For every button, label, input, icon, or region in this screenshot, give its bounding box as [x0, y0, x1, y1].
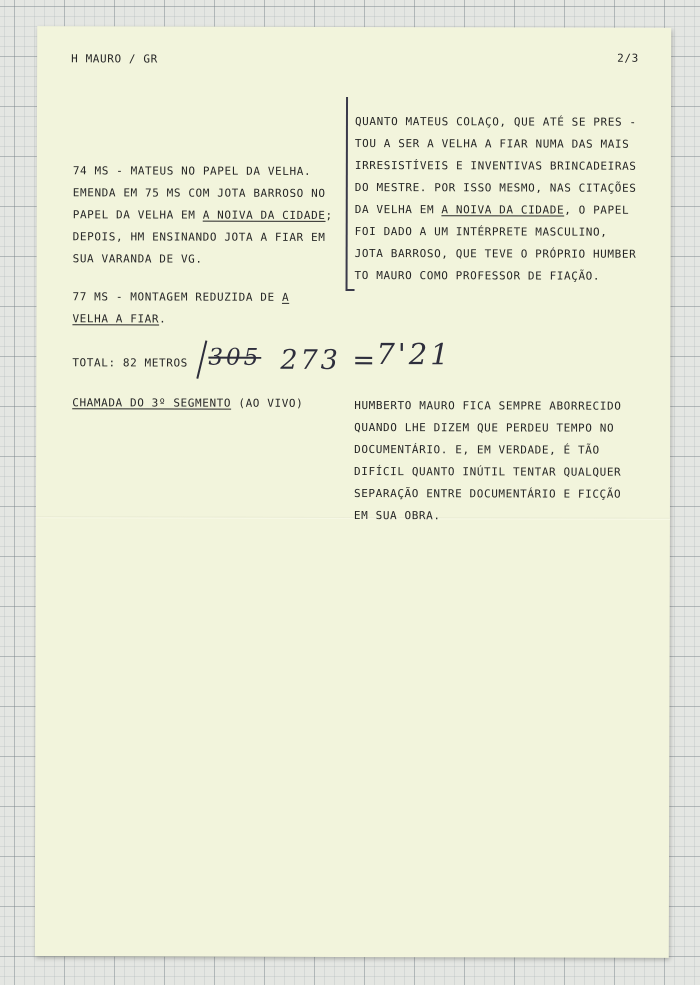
right-bottom-line-5: SEPARAÇÃO ENTRE DOCUMENTÁRIO E FICÇÃO [353, 487, 622, 501]
right-top-line-7: JOTA BARROSO, QUE TEVE O PRÓPRIO HUMBER [354, 247, 637, 261]
block-74-line-2: EMENDA EM 75 MS COM JOTA BARROSO NO [72, 186, 326, 200]
film-title: VELHA A FIAR [72, 312, 160, 326]
corrected-meters: 273 [280, 344, 341, 376]
right-top-line-4: DO MESTRE. POR ISSO MESMO, NAS CITAÇÕES [354, 181, 637, 195]
block-77-line-1: 77 MS - MONTAGEM REDUZIDA DE A [72, 290, 290, 304]
block-74-line-4: DEPOIS, HM ENSINANDO JOTA A FIAR EM [72, 230, 326, 244]
right-top-line-5: DA VELHA EM A NOIVA DA CIDADE, O PAPEL [354, 203, 630, 217]
film-title: A NOIVA DA CIDADE [441, 203, 565, 217]
total-label: TOTAL: 82 METROS [72, 356, 188, 370]
handwritten-slash [194, 339, 208, 381]
header-left: H MAURO / GR [71, 52, 158, 66]
film-title: A NOIVA DA CIDADE [202, 208, 326, 222]
right-bottom-line-1: HUMBERTO MAURO FICA SEMPRE ABORRECIDO [354, 399, 622, 413]
handwritten-bracket [346, 97, 349, 291]
equals-sign: = [352, 344, 379, 377]
right-top-line-1: QUANTO MATEUS COLAÇO, QUE ATÉ SE PRES - [354, 115, 637, 129]
chamada-heading: CHAMADA DO 3º SEGMENTO (AO VIVO) [72, 396, 304, 410]
block-74-line-3: PAPEL DA VELHA EM A NOIVA DA CIDADE; [72, 208, 333, 222]
right-top-line-2: TOU A SER A VELHA A FIAR NUMA DAS MAIS [354, 137, 630, 151]
duration: 7'21 [376, 337, 452, 372]
right-bottom-line-6: EM SUA OBRA. [353, 509, 441, 523]
block-74-line-5: SUA VARANDA DE VG. [72, 252, 203, 266]
right-top-line-6: FOI DADO A UM INTÉRPRETE MASCULINO, [354, 225, 608, 239]
right-bottom-line-3: DOCUMENTÁRIO. E, EM VERDADE, É TÃO [354, 443, 600, 457]
right-bottom-line-4: DIFÍCIL QUANTO INÚTIL TENTAR QUALQUER [354, 465, 622, 479]
block-74-line-1: 74 MS - MATEUS NO PAPEL DA VELHA. [72, 164, 312, 178]
block-77-line-2: VELHA A FIAR. [72, 312, 167, 326]
page-number: 2/3 [617, 51, 639, 65]
paper-fold [36, 516, 670, 520]
right-top-line-3: IRRESISTÍVEIS E INVENTIVAS BRINCADEIRAS [354, 159, 637, 173]
right-bottom-line-2: QUANDO LHE DIZEM QUE PERDEU TEMPO NO [354, 421, 615, 435]
bracket-foot [346, 289, 355, 291]
typed-page [35, 26, 671, 958]
crossed-out-meters: 305 [208, 344, 262, 371]
right-top-line-8: TO MAURO COMO PROFESSOR DE FIAÇÃO. [354, 269, 601, 283]
